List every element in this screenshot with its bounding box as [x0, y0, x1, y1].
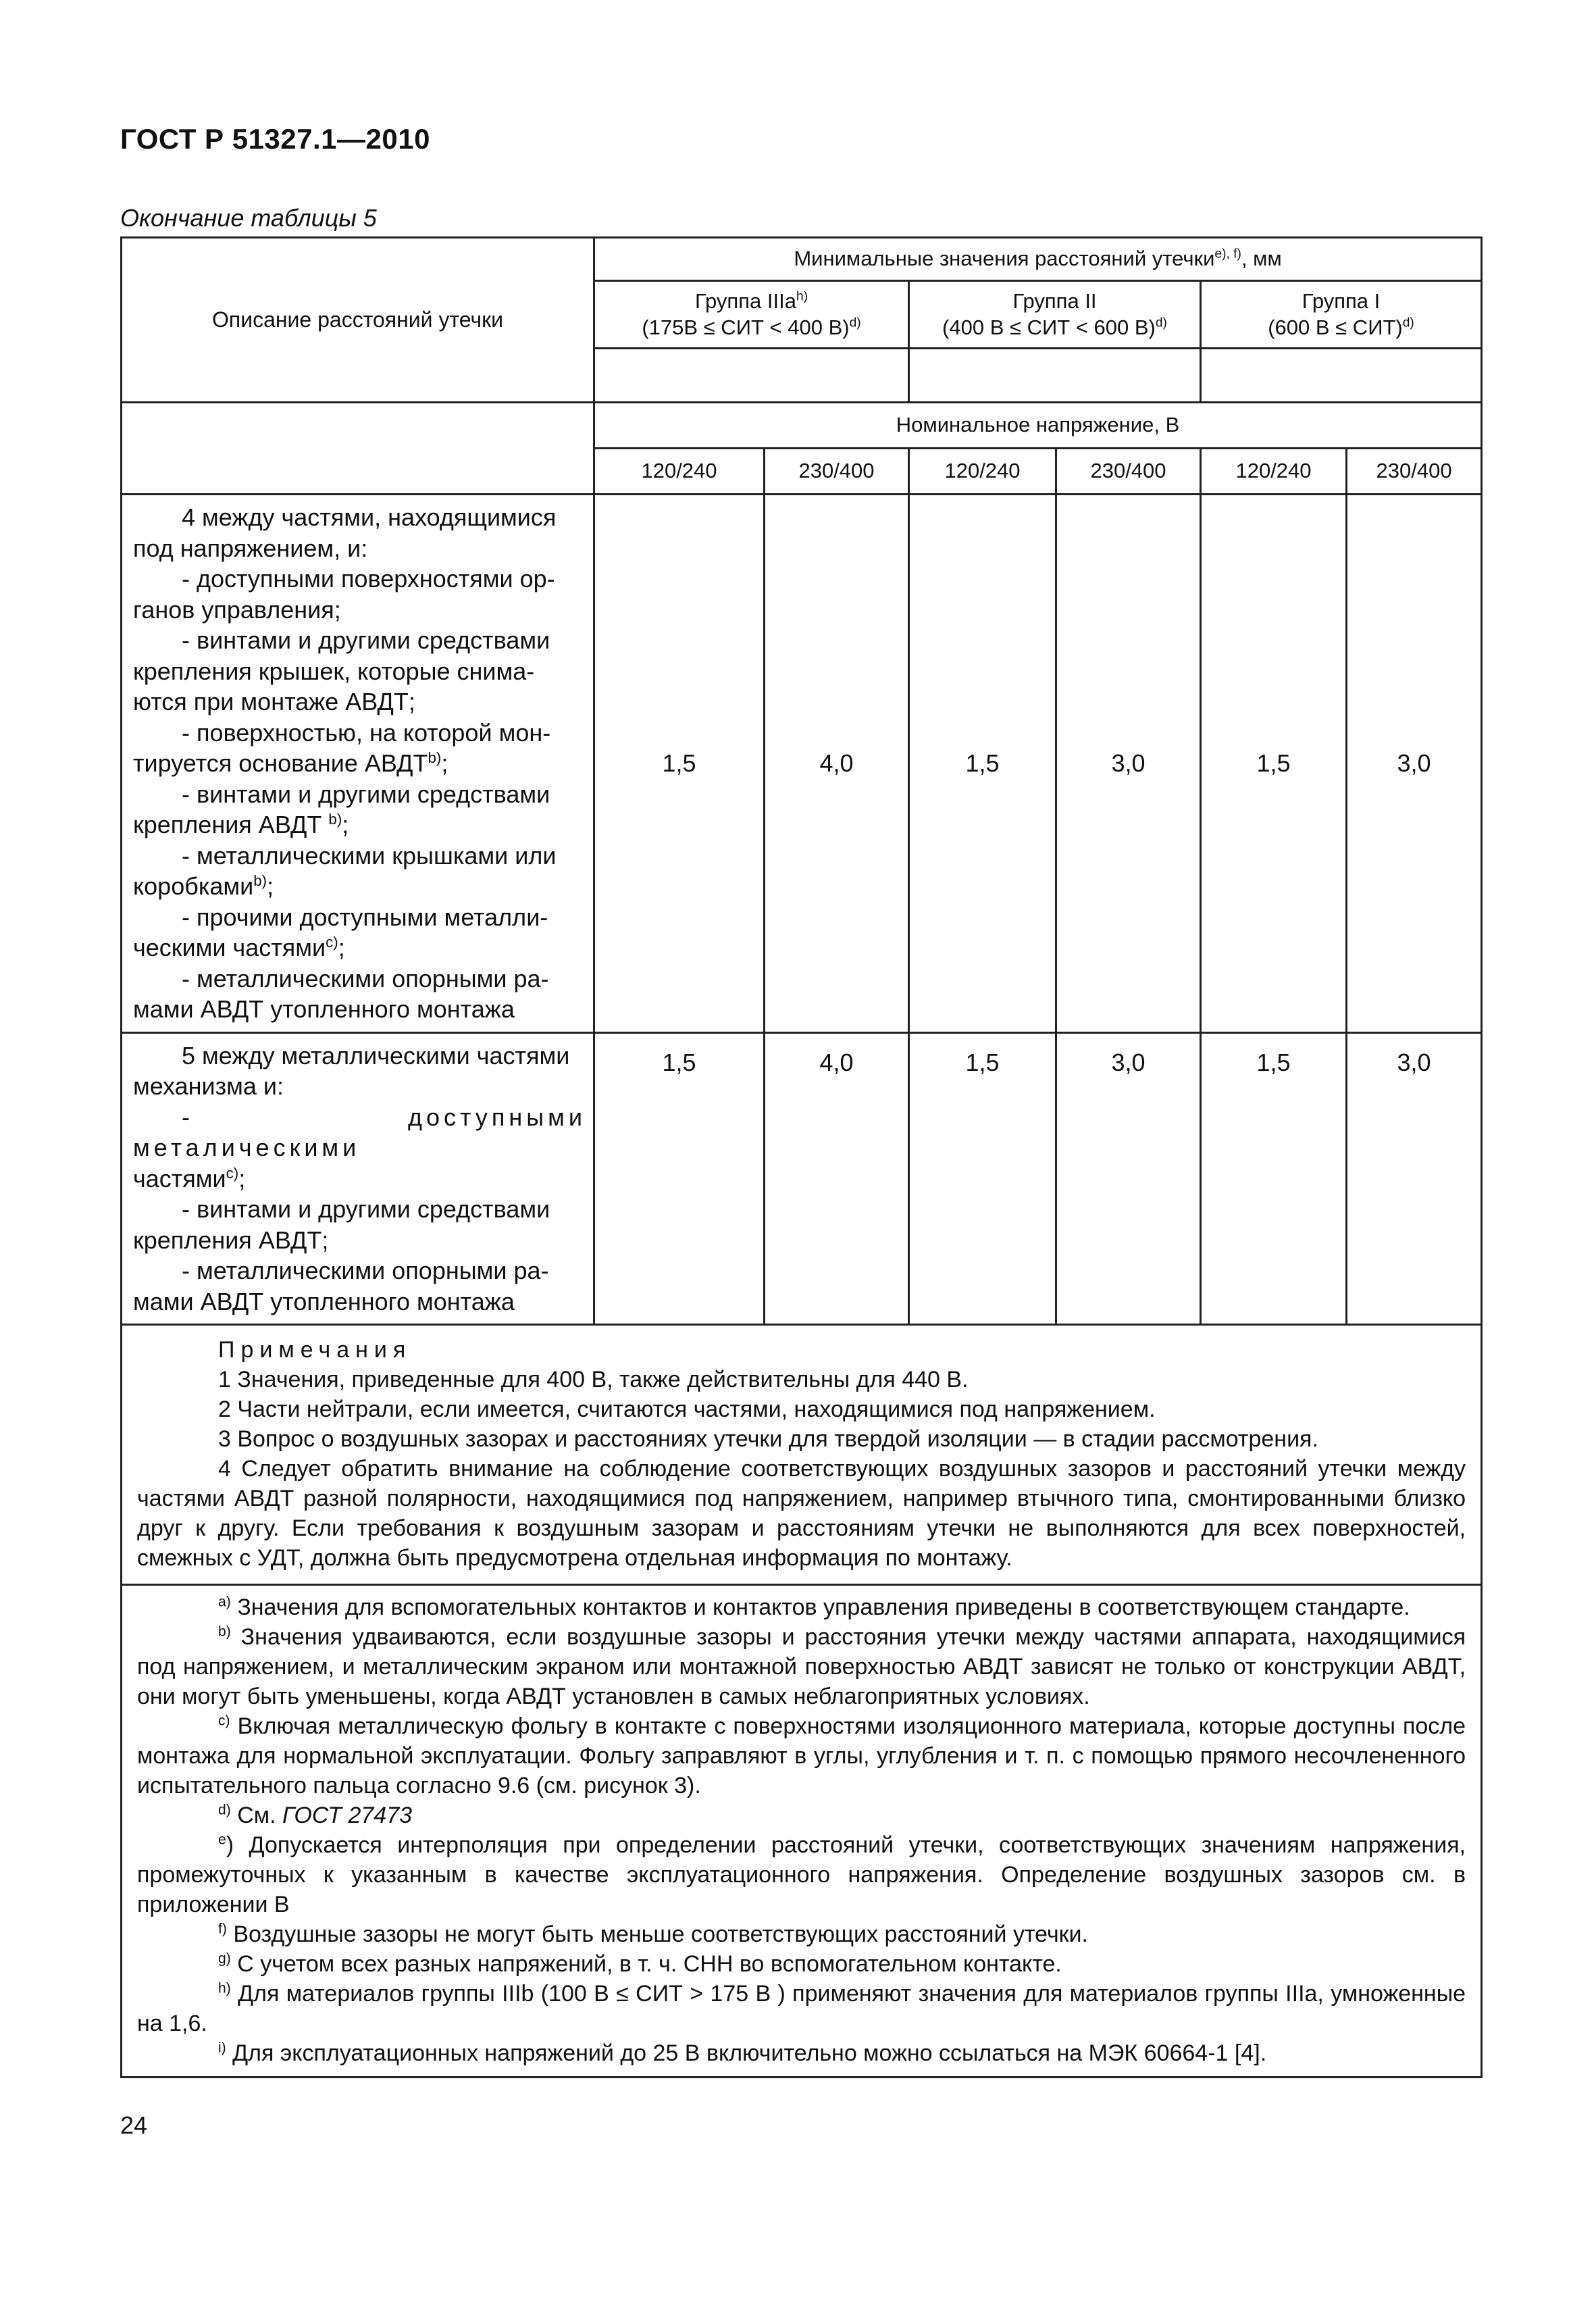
footnote: $^{a)}$ Значения для вспомогательных контактов и контактов управления приведены в соответствующем стандарте.: [218, 1594, 1410, 1620]
note-item: 1 Значения, приведенные для 400 В, также действительны для 440 В.: [218, 1367, 969, 1392]
empty-cell: [1201, 349, 1482, 403]
footnote: $^{i)}$ Для эксплуатационных напряжений до 25 В включительно можно ссылаться на МЭК 60664-1 [4].: [218, 2040, 1267, 2066]
row-4-value: 1,5: [1201, 495, 1347, 1033]
row-4-description: 4 между частями, находящимися под напряжением, и: - доступными поверхностями ор- ганов управления; - винтами и другими средствами крепления крышек, которые снима- ются при монтаже АВДТ; - поверхностью, на которой мон- тируется основание АВДТ$^{b)}$; - винтами и другими средствами крепления АВДТ $^{b)}$; - металлическими крышками или коробками$^{b)}$; - прочими доступными металли- ческими частями$^{c)}$; - металлическими опорными ра- мами АВДТ утопленного монтажа: [122, 495, 594, 1033]
voltage-label: 120/240: [1201, 449, 1347, 495]
note-item: 3 Вопрос о воздушных зазорах и расстояниях утечки для твердой изоляции — в стадии рассмотрения.: [218, 1426, 1318, 1452]
row-5-description: 5 между металлическими частями механизма и: - доступными металическими частями$^{c)}$; - винтами и другими средствами крепления АВДТ; - металлическими опорными ра- мами АВДТ утопленного монтажа: [122, 1032, 594, 1325]
footnote: $^{b)}$ Значения удваиваются, если воздушные зазоры и расстояния утечки между частями аппарата, находящимися под напряжением, и металлическим экраном или монтажной поверхностью АВДТ зависят не только от конструкции АВДТ, они могут быть уменьшены, когда АВДТ установлен в самых неблагоприятных условиях.: [137, 1624, 1466, 1709]
footnotes-section: [122, 1585, 1482, 2078]
row-4-value: 1,5: [594, 495, 765, 1033]
voltage-label: 230/400: [1347, 449, 1482, 495]
voltage-label: 120/240: [594, 449, 765, 495]
group-2-header: Группа II (400 В ≤ СИТ < 600 В)$^{d)}$: [909, 281, 1201, 349]
row-5-value: 1,5: [1201, 1032, 1347, 1325]
note-item: 4 Следует обратить внимание на соблюдение соответствующих воздушных зазоров и расстояний утечки между частями АВДТ разной полярности, находящимися под напряжением, например втычного типа, смонтированными близко друг к другу. Если требования к воздушным зазорам и расстояниям утечки не выполняются для всех поверхностей, смежных с УДТ, должна быть предусмотрена отдельная информация по монтажу.: [137, 1456, 1466, 1571]
row-5-value: 1,5: [909, 1032, 1056, 1325]
empty-cell: [594, 349, 909, 403]
row-5-value: 3,0: [1056, 1032, 1201, 1325]
empty-cell: [909, 349, 1201, 403]
group-3a-header: Группа IIIa$^{h)}$ (175В ≤ СИТ < 400 В)$^{d)}$: [594, 281, 909, 349]
row-5-value: 1,5: [594, 1032, 765, 1325]
voltage-label: 120/240: [909, 449, 1056, 495]
row-5-value: 4,0: [765, 1032, 909, 1325]
footnote: $^{h)}$ Для материалов группы IIIb (100 В ≤ СИТ > 175 В ) применяют значения для материалов группы IIIa, умноженные на 1,6.: [137, 1980, 1466, 2036]
group-1-header: Группа I (600 В ≤ СИТ)$^{d)}$: [1201, 281, 1482, 349]
page-number: 24: [120, 2111, 148, 2139]
row-5-value: 3,0: [1347, 1032, 1482, 1325]
voltage-label: 230/400: [1056, 449, 1201, 495]
notes-title: Примечания: [218, 1337, 412, 1363]
voltage-label: 230/400: [765, 449, 909, 495]
note-item: 2 Части нейтрали, если имеется, считаются частями, находящимися под напряжением.: [218, 1397, 1156, 1422]
row-4-value: 4,0: [765, 495, 909, 1033]
row-4-value: 3,0: [1056, 495, 1201, 1033]
nominal-voltage-header: Номинальное напряжение, В: [594, 403, 1482, 449]
footnote: $^{g)}$ С учетом всех разных напряжений, в т. ч. СНН во вспомогательном контакте.: [218, 1951, 1062, 1977]
footnote: $^{c)}$ Включая металлическую фольгу в контакте с поверхностями изоляционного материала, которые доступны после монтажа для нормальной эксплуатации. Фольгу заправляют в углы, углубления и т. п. с помощью прямого несочлененного испытательного пальца согласно 9.6 (см. рисунок 3).: [137, 1713, 1466, 1799]
row-4-value: 3,0: [1347, 495, 1482, 1033]
document-id: ГОСТ Р 51327.1—2010: [120, 123, 430, 155]
empty-desc-cell: [122, 403, 594, 495]
min-values-header: Минимальные значения расстояний утечки$^{e), f)}$, мм: [594, 238, 1482, 281]
row-4-value: 1,5: [909, 495, 1056, 1033]
notes-section: [122, 1325, 1482, 1585]
desc-column-header: Описание расстояний утечки: [122, 238, 594, 403]
footnote: $^{d)}$ См. ГОСТ 27473: [218, 1802, 413, 1828]
footnote: $^e$) Допускается интерполяция при определении расстояний утечки, соответствующих значениям напряжения, промежуточных к указанным в качестве эксплуатационного напряжения. Определение воздушных зазоров см. в приложении В: [137, 1832, 1466, 1917]
table-caption: Окончание таблицы 5: [120, 204, 377, 232]
creepage-table: [120, 236, 1483, 2078]
footnote: $^{f)}$ Воздушные зазоры не могут быть меньше соответствующих расстояний утечки.: [218, 1921, 1088, 1947]
